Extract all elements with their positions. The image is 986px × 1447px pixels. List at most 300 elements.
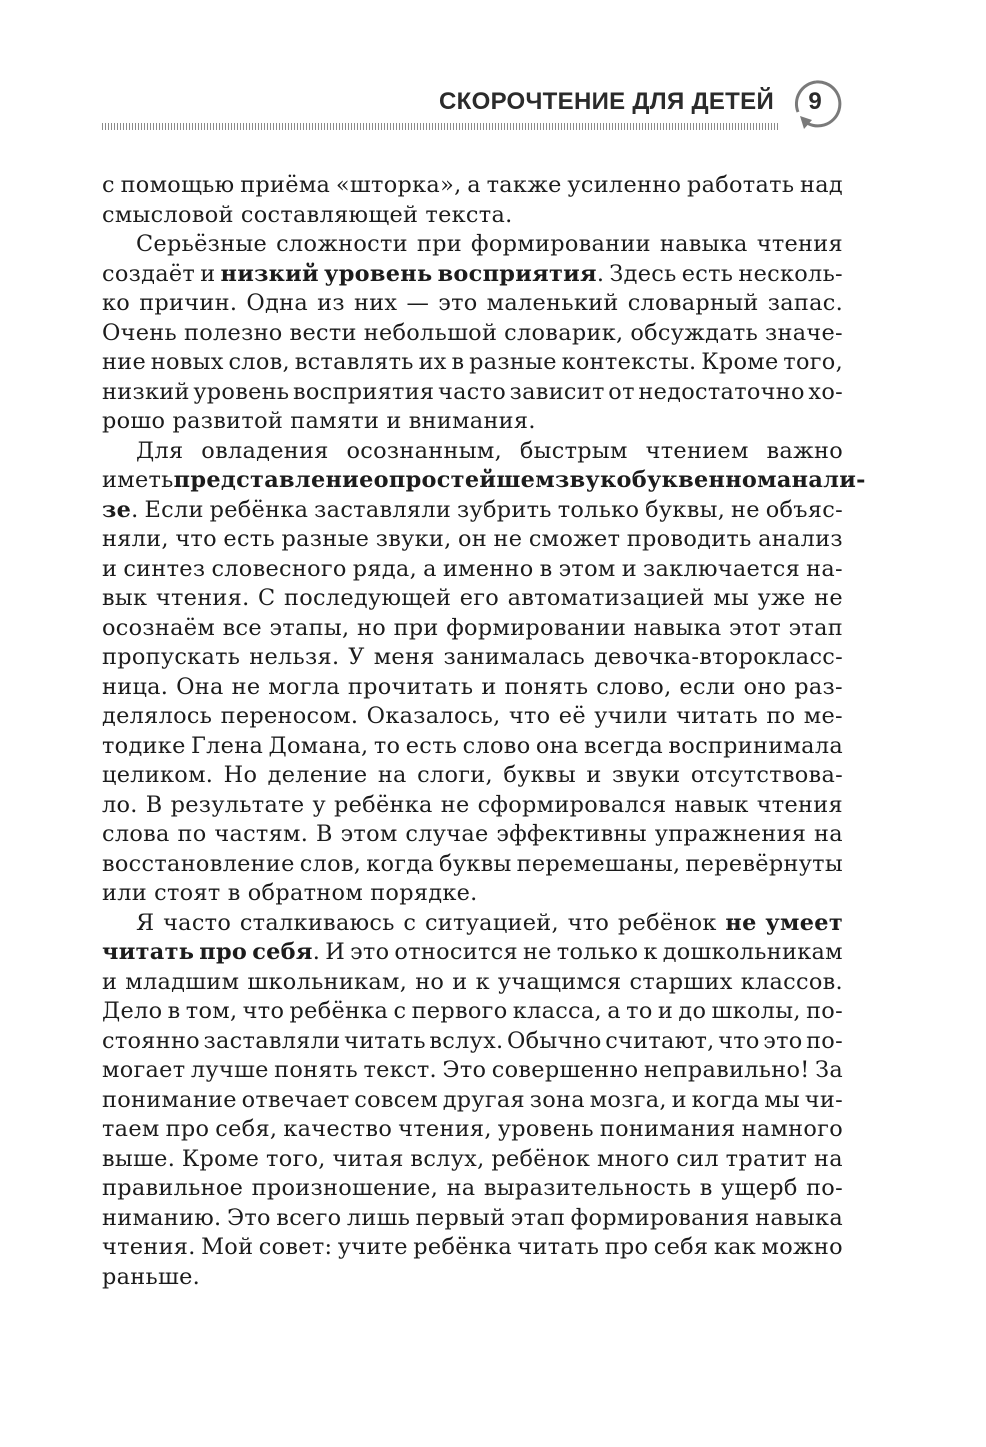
word: сталкиваюсь [239,909,395,936]
word: автоматизацией [507,585,705,611]
word: результате [170,791,305,818]
word: этап [788,614,843,641]
word: причин. [139,290,238,316]
word: и [452,968,468,995]
text-line [102,997,843,1027]
word: это [438,290,478,316]
word: овладения [201,437,329,464]
text-line [102,850,843,880]
word: последующей [284,585,452,611]
word: зубрить [457,496,552,523]
word: старших [629,968,733,995]
text-line [102,525,843,555]
word: ребёнка [413,1234,512,1260]
word: зе. [102,496,139,523]
word: «шторка», [335,172,462,198]
word: и [481,673,497,700]
word: восприятия [292,378,435,405]
word: правильное [102,1175,244,1201]
word: по- [806,1175,843,1201]
word: ребёнка [209,496,309,523]
word: осознанным, [346,437,503,464]
word: этап [510,1204,566,1231]
word: В [145,791,163,818]
word: по [177,821,207,847]
word: не [725,909,757,936]
text-line [102,496,843,526]
word: заставляли [203,1027,341,1054]
word: могает [102,1057,186,1083]
word: не [731,496,760,523]
word: и [621,555,637,582]
word: важно [766,437,843,464]
word: чтения. [155,585,250,611]
text-line [102,584,843,614]
word: новых [150,349,224,375]
word: учили [594,703,668,729]
word: не [231,673,261,700]
word: и [102,968,118,995]
word: меня [373,644,435,670]
word: и [102,555,118,582]
header-dotted-rule [102,123,778,130]
text-line [102,1056,843,1086]
word: первый [415,1204,506,1231]
word: вести [289,319,357,346]
word: в [227,880,241,906]
word: дошкольникам [662,939,843,965]
text-line [102,1233,843,1263]
text-line [102,1263,843,1293]
word: все [222,614,262,641]
word: только [557,496,640,523]
word: этапы, [269,614,350,641]
word: нельзя. [249,644,340,670]
word: в [167,998,181,1024]
word: могла [268,673,340,700]
text-line [102,348,843,378]
word: её [558,703,586,729]
word: сможет [528,526,621,552]
word: заключается [643,555,801,582]
word: того, [266,1145,326,1172]
word: что [508,703,551,729]
word: формирования [570,1204,750,1231]
word: мы [713,585,750,611]
word: словарик, [504,319,624,346]
word: понять [274,1057,358,1083]
text-line [102,879,843,909]
word: сил [676,1145,719,1172]
word: учащимся [497,968,622,995]
word: и [657,998,674,1024]
word: школы, [711,998,801,1024]
word: он [458,526,488,552]
word: внимания. [408,408,536,434]
word: чтения [756,791,843,818]
word: выше. [102,1145,176,1172]
word: с [102,172,115,198]
word: делялось [102,703,213,729]
word: читать [517,1234,600,1260]
word: но [415,968,445,995]
word: уровень [193,378,290,405]
word: ница. [102,673,169,700]
word: навыка [633,614,722,641]
word: вслух, [410,1145,485,1172]
word: Серьёзные [136,231,268,257]
word: с [393,998,407,1024]
word: И [325,939,346,965]
word: при [393,614,439,641]
text-line [102,643,843,673]
body-text [102,171,866,1292]
text-line [102,378,843,408]
word: частям. [214,821,309,847]
text-line [102,909,843,939]
word: восстановление [102,850,295,877]
word: понять [504,673,589,700]
word: — [406,290,430,316]
word: много [596,1145,670,1172]
page-number-badge [790,76,846,132]
word: Кроме [181,1145,260,1172]
word: хо- [808,378,843,405]
word: сложности [276,231,408,257]
word: маленький [486,290,619,316]
word: разные [469,349,557,375]
word: по [766,703,796,729]
word: текста. [425,201,513,228]
word: раз- [794,673,843,700]
word: создаёт [102,260,196,287]
word: навык [674,791,749,818]
word: ко [102,290,131,316]
word: про [199,939,248,965]
word: словесного [211,555,347,582]
word: совсем [354,1086,438,1113]
word: целиком. [102,762,214,788]
word: значе- [765,319,843,346]
paragraph [102,909,843,1293]
word: анали- [776,467,866,493]
word: воспринимала [668,732,843,759]
paragraph [102,171,843,230]
word: буквы [503,762,576,788]
paragraph [102,437,866,909]
word: ущерб [721,1175,798,1201]
text-line [102,820,843,850]
word: того, [783,349,843,375]
word: что [718,1027,760,1054]
word: относится [394,939,518,965]
word: это [350,939,390,965]
word: С [258,585,276,611]
word: школьникам, [247,968,408,995]
word: синтез [123,555,206,582]
text-line [102,1086,843,1116]
word: первого [411,998,508,1024]
word: про [165,1116,210,1142]
word: звукобуквенном [554,467,777,493]
word: также [486,172,562,198]
word: Это [226,1204,271,1231]
text-line [102,407,843,437]
word: В [316,821,333,847]
word: его [459,585,500,611]
text-line [102,201,843,231]
word: на [446,1175,476,1201]
word: За [815,1057,843,1083]
word: порядке. [370,880,478,906]
word: зависит [509,378,605,405]
word: тодике [102,732,186,759]
word: и [671,1086,687,1113]
word: составляющей [240,201,419,228]
word: отвечает [241,1086,350,1113]
word: мозга, [589,1086,667,1113]
word: есть [223,526,275,552]
word: вставлять [294,349,414,375]
word: ребёнка [289,998,389,1024]
word: по- [806,1027,843,1054]
paragraph [102,230,843,437]
word: усиленно [567,172,682,198]
word: Домана, [268,732,369,759]
word: при [416,231,462,257]
word: работать [686,172,795,198]
text-line [102,702,843,732]
word: чтением [645,437,749,464]
word: всегда [583,732,664,759]
word: заставляли [314,496,452,523]
word: уровень [324,260,433,287]
word: ниманию. [102,1204,222,1231]
word: словарный [627,290,759,316]
word: с [403,909,417,936]
word: текст. [363,1057,437,1083]
word: представление [173,467,374,493]
word: слово, [596,673,672,700]
word: из [317,290,345,316]
word: запас. [767,290,843,316]
word: Одна [246,290,308,316]
word: но [357,614,387,641]
word: часто [163,909,232,936]
text-line [102,230,843,260]
word: произношение, [251,1175,439,1201]
word: в [451,349,465,375]
word: если [679,673,736,700]
word: вык [102,585,148,611]
word: низкий [220,260,319,287]
word: и [586,762,602,788]
word: звуки [612,762,681,788]
word: это [763,1027,803,1054]
word: к [643,939,658,965]
word: пропускать [102,644,241,670]
word: слов, [228,349,290,375]
text-line [102,968,843,998]
word: переносом. [220,703,359,729]
word: ребёнок [617,909,717,936]
word: разные [281,526,370,552]
word: няли, [102,526,169,552]
word: навыка [755,1204,843,1231]
word: тратит [725,1145,808,1172]
word: себя, [215,1116,278,1142]
word: не [493,526,523,552]
word: то [373,732,401,759]
word: классов. [740,968,843,995]
word: слово [462,732,531,759]
word: ряда, [352,555,417,582]
word: том, [185,998,238,1024]
word: проводить [626,526,752,552]
word: и [386,408,402,434]
word: всего [276,1204,342,1231]
word: о [373,467,389,493]
word: прочитать [347,673,474,700]
word: на [814,1145,843,1172]
word: таем [102,1116,160,1142]
word: чтения [756,231,843,257]
word: случае [405,821,489,847]
word: объяс- [765,496,843,523]
word: звуки, [375,526,452,552]
word: Оказалось, [366,703,501,729]
word: по- [806,998,843,1024]
word: как [713,1234,757,1260]
word: Кроме [701,349,779,375]
word: чи- [804,1086,843,1113]
word: можно [761,1234,843,1260]
word: их [418,349,447,375]
word: деление [267,762,368,788]
word: именно [442,555,534,582]
text-line [102,1027,843,1057]
word: небольшой [363,319,498,346]
word: мы [764,1086,801,1113]
word: читать [102,939,195,965]
text-line [102,673,843,703]
word: выразительность [483,1175,692,1201]
word: лучше [190,1057,269,1083]
word: себя [653,1234,709,1260]
word: полезно [183,319,283,346]
word: качество [283,1116,393,1142]
word: намного [741,1116,843,1142]
word: осознаём [102,614,216,641]
text-line [102,289,843,319]
word: есть [681,260,734,287]
word: навыка [659,231,748,257]
word: девочка-второкласс- [593,644,843,670]
word: слова [102,821,170,847]
word: совет: [258,1234,333,1260]
word: понимание [102,1086,237,1113]
word: другая [442,1086,525,1113]
word: совершенно [491,1057,639,1083]
word: обратном [247,880,364,906]
text-line [102,466,866,496]
text-line [102,761,843,791]
word: Дело [102,998,163,1024]
word: быстрым [519,437,628,464]
word: отсутствова- [690,762,843,788]
word: иметь [102,467,174,493]
word: ме- [803,703,843,729]
word: то [626,998,653,1024]
word: неправильно! [643,1057,810,1083]
word: ребёнка [334,791,433,818]
word: слоги, [417,762,493,788]
word: них [353,290,398,316]
word: низкий [102,378,190,405]
word: стоят [154,880,221,906]
word: Для [136,437,184,464]
word: Я [136,909,155,936]
word: а [423,555,437,582]
text-line [102,732,843,762]
word: класса, [512,998,602,1024]
word: и [200,260,216,287]
word: ло. [102,791,138,818]
word: оно [743,673,787,700]
word: Это [442,1057,487,1083]
word: не [440,791,470,818]
word: она [535,732,579,759]
word: этом [340,821,398,847]
word: про [604,1234,649,1260]
text-line [102,319,843,349]
text-line [102,555,843,585]
word: над [800,172,843,198]
word: несколь- [738,260,843,287]
word: Если [144,496,204,523]
word: перемешаны, [516,850,681,877]
word: уже [757,585,806,611]
word: на [377,762,407,788]
word: занималась [443,644,586,670]
word: уровень [497,1116,594,1142]
word: контексты. [561,349,697,375]
word: упражнения [654,821,807,847]
word: У [348,644,365,670]
text-line [102,1115,843,1145]
text-line [102,171,843,201]
word: когда [691,1086,760,1113]
text-line [102,260,843,290]
word: слов, [299,850,362,877]
word: понимания [599,1116,736,1142]
word: Но [223,762,258,788]
word: от [608,378,635,405]
word: ние [102,349,146,375]
word: читая [332,1145,404,1172]
word: не [814,585,843,611]
word: младшим [125,968,240,995]
word: приёма [240,172,331,198]
word: у [312,791,326,818]
page-number: 9 [808,88,822,115]
word: часто [437,378,507,405]
word: буквы, [645,496,726,523]
word: сформировался [477,791,667,818]
word: когда [366,850,435,877]
running-header-title: СКОРОЧТЕНИЕ ДЛЯ ДЕТЕЙ [439,88,774,115]
word: зона [529,1086,585,1113]
